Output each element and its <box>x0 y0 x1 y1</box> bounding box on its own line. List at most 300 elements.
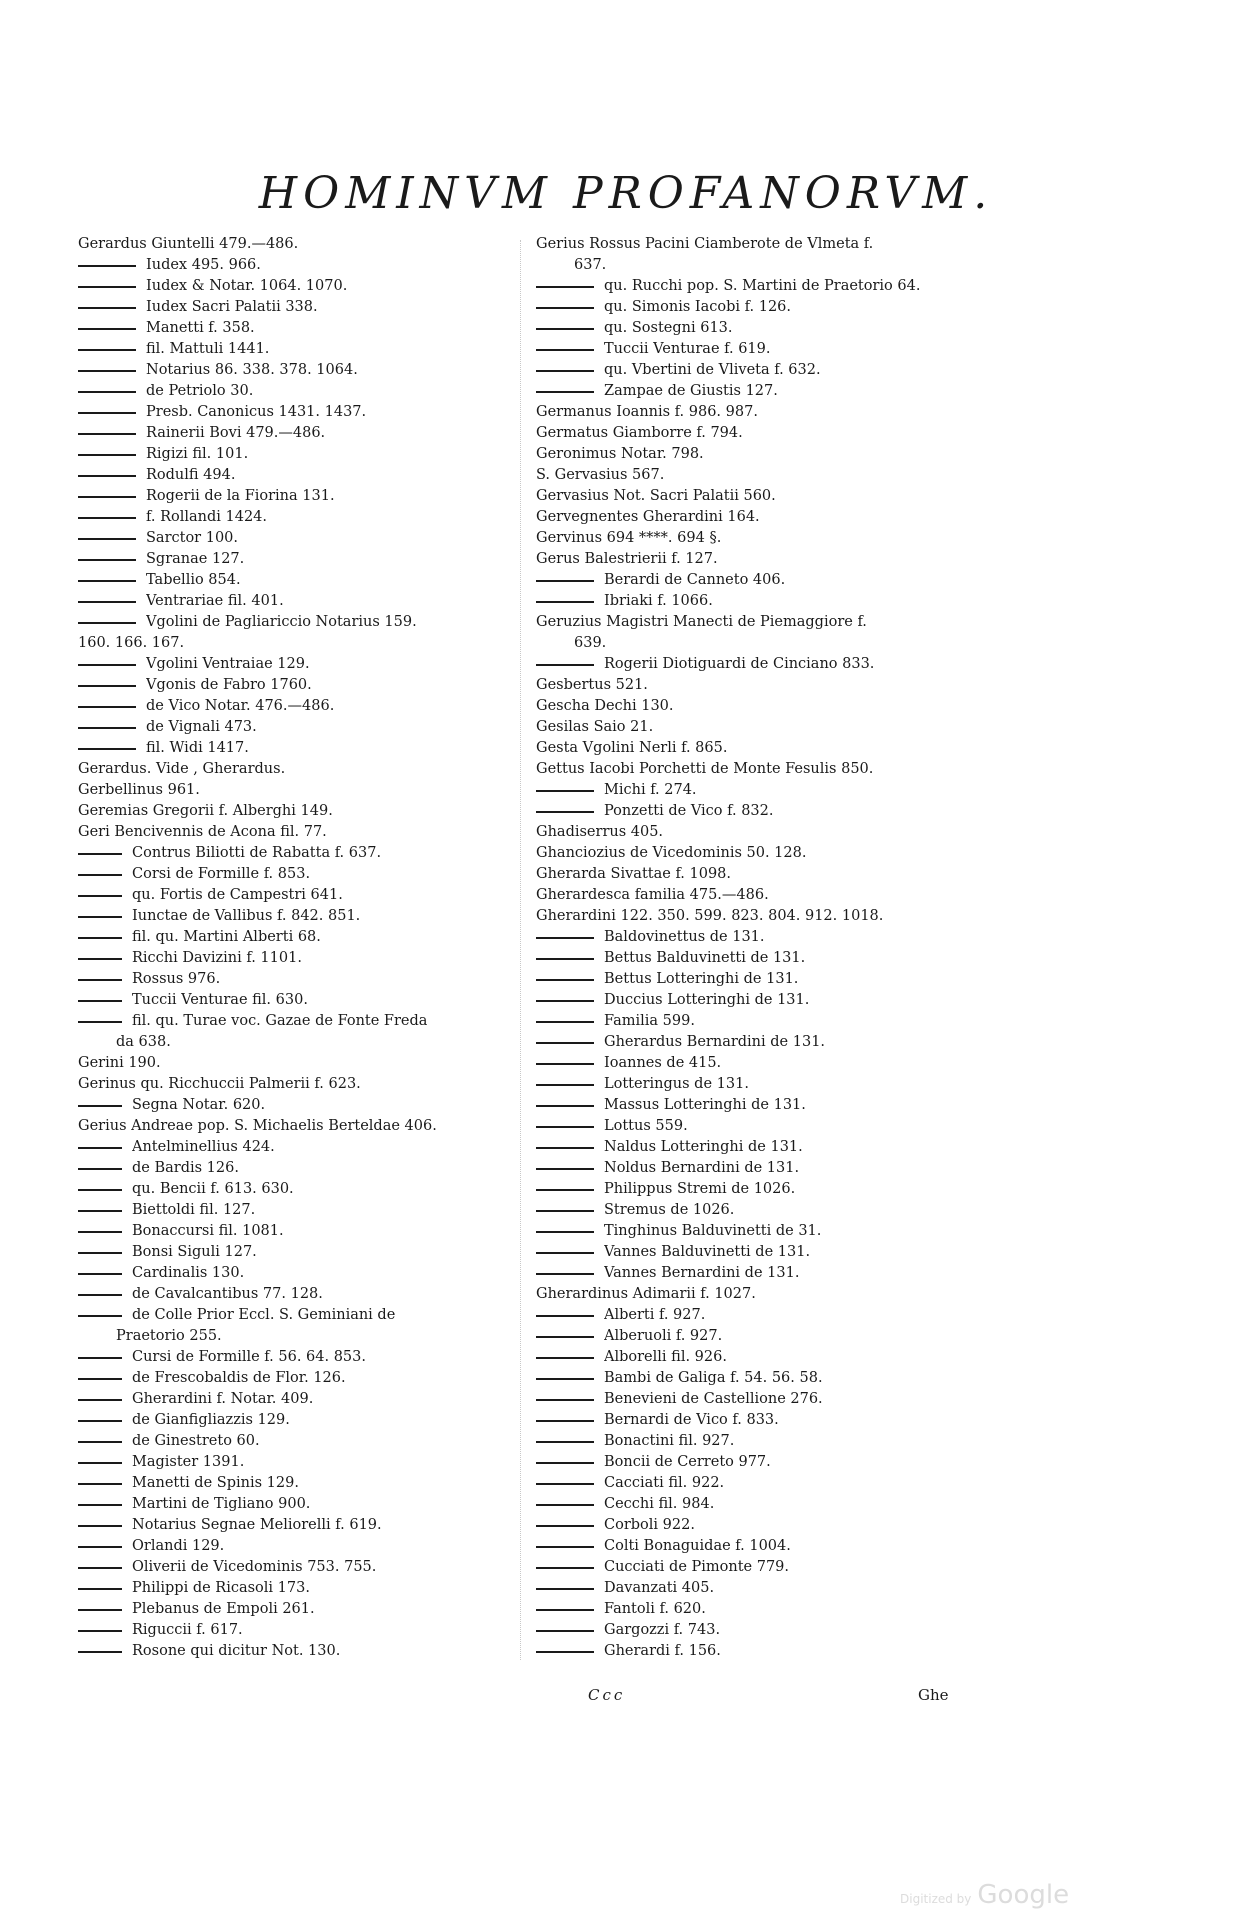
entry-text: Corsi de Formille f. 853. <box>132 866 311 882</box>
entry-text: Gerius Rossus Pacini Ciamberote de Vlmeta f. <box>536 236 874 252</box>
entry-text: Gherardus Bernardini de 131. <box>604 1034 826 1050</box>
ditto-dash <box>78 1609 122 1611</box>
entry-text: Gervinus 694 ****. 694 §. <box>536 530 722 546</box>
index-entry <box>536 675 972 696</box>
watermark-prefix: Digitized by <box>900 1892 972 1906</box>
index-entry <box>536 234 972 255</box>
index-entry <box>536 1452 972 1473</box>
index-entry <box>536 738 972 759</box>
index-entry <box>78 591 506 612</box>
ditto-dash <box>536 1378 594 1380</box>
ditto-dash <box>536 1105 594 1107</box>
entry-text: Rosone qui dicitur Not. 130. <box>132 1643 341 1659</box>
entry-text: Notarius Segnae Meliorelli f. 619. <box>132 1517 382 1533</box>
entry-text: S. Gervasius 567. <box>536 467 665 483</box>
ditto-dash <box>78 265 136 267</box>
entry-text: Vgolini de Pagliariccio Notarius 159. <box>146 614 417 630</box>
signature-mark: Ccc <box>588 1686 626 1704</box>
ditto-dash <box>78 1189 122 1191</box>
index-entry <box>536 612 972 633</box>
ditto-dash <box>78 1546 122 1548</box>
ditto-dash <box>536 1273 594 1275</box>
index-entry <box>536 864 972 885</box>
entry-text: qu. Vbertini de Vliveta f. 632. <box>604 362 821 378</box>
digitized-watermark <box>900 1880 1069 1910</box>
entry-text: Corboli 922. <box>604 1517 695 1533</box>
entry-text: Lotteringus de 131. <box>604 1076 749 1092</box>
index-entry <box>536 297 972 318</box>
index-entry <box>78 1536 506 1557</box>
index-entry <box>536 402 972 423</box>
ditto-dash <box>78 601 136 603</box>
ditto-dash <box>536 1231 594 1233</box>
index-entry <box>78 276 506 297</box>
entry-text: Bambi de Galiga f. 54. 56. 58. <box>604 1370 823 1386</box>
ditto-dash <box>78 937 122 939</box>
index-entry <box>78 444 506 465</box>
ditto-dash <box>78 1462 122 1464</box>
index-entry <box>536 654 972 675</box>
entry-text: de Bardis 126. <box>132 1160 239 1176</box>
ditto-dash <box>78 1504 122 1506</box>
ditto-dash <box>78 1420 122 1422</box>
ditto-dash <box>536 1441 594 1443</box>
page-title: HOMINVM PROFANORVM. <box>258 168 994 219</box>
entry-text: Rossus 976. <box>132 971 221 987</box>
ditto-dash <box>78 1210 122 1212</box>
ditto-dash <box>536 1084 594 1086</box>
ditto-dash <box>78 1168 122 1170</box>
index-entry <box>536 1494 972 1515</box>
entry-text: qu. Simonis Iacobi f. 126. <box>604 299 792 315</box>
index-entry <box>536 1116 972 1137</box>
index-entry <box>536 1326 972 1347</box>
entry-text: Geri Bencivennis de Acona fil. 77. <box>78 824 327 840</box>
index-entry <box>78 402 506 423</box>
entry-text: fil. qu. Turae voc. Gazae de Fonte Freda <box>132 1013 428 1029</box>
entry-text: Bernardi de Vico f. 833. <box>604 1412 779 1428</box>
ditto-dash <box>78 1525 122 1527</box>
index-entry <box>78 780 506 801</box>
index-entry <box>536 1095 972 1116</box>
index-entry <box>78 1221 506 1242</box>
index-entry <box>536 843 972 864</box>
entry-text: Michi f. 274. <box>604 782 697 798</box>
ditto-dash <box>536 1315 594 1317</box>
index-entry <box>78 1263 506 1284</box>
entry-text: de Petriolo 30. <box>146 383 254 399</box>
index-entry <box>78 843 506 864</box>
index-entry <box>536 1305 972 1326</box>
ditto-dash <box>78 1231 122 1233</box>
entry-text: Gherardesca familia 475.—486. <box>536 887 769 903</box>
entry-text: Segna Notar. 620. <box>132 1097 266 1113</box>
ditto-dash <box>78 1105 122 1107</box>
entry-text: Cardinalis 130. <box>132 1265 245 1281</box>
index-entry <box>536 1263 972 1284</box>
index-entry <box>78 1305 506 1326</box>
index-entry <box>78 675 506 696</box>
ditto-dash <box>78 1357 122 1359</box>
index-entry <box>536 1599 972 1620</box>
entry-text: Vgolini Ventraiae 129. <box>146 656 310 672</box>
ditto-dash <box>78 958 122 960</box>
index-entry <box>536 507 972 528</box>
entry-text: Alberti f. 927. <box>604 1307 706 1323</box>
entry-text: Plebanus de Empoli 261. <box>132 1601 315 1617</box>
ditto-dash <box>78 1567 122 1569</box>
entry-text: Tuccii Venturae fil. 630. <box>132 992 308 1008</box>
index-entry <box>78 1158 506 1179</box>
index-entry <box>536 696 972 717</box>
ditto-dash <box>536 1504 594 1506</box>
index-entry <box>536 1347 972 1368</box>
ditto-dash <box>78 1000 122 1002</box>
entry-text: Davanzati 405. <box>604 1580 715 1596</box>
index-entry <box>78 1515 506 1536</box>
index-entry <box>78 612 506 633</box>
ditto-dash <box>536 1567 594 1569</box>
entry-text: Cecchi fil. 984. <box>604 1496 715 1512</box>
ditto-dash <box>536 349 594 351</box>
index-entry <box>78 1557 506 1578</box>
ditto-dash <box>78 475 136 477</box>
index-entry <box>78 1284 506 1305</box>
index-entry <box>536 528 972 549</box>
left-index-column <box>78 234 506 1662</box>
index-entry <box>536 570 972 591</box>
entry-text: Gerinus qu. Ricchuccii Palmerii f. 623. <box>78 1076 361 1092</box>
entry-text: Rogerii Diotiguardi de Cinciano 833. <box>604 656 875 672</box>
index-entry <box>78 759 506 780</box>
index-entry <box>536 633 972 654</box>
entry-text: Zampae de Giustis 127. <box>604 383 778 399</box>
index-entry <box>78 297 506 318</box>
index-entry <box>536 1620 972 1641</box>
ditto-dash <box>536 370 594 372</box>
ditto-dash <box>78 853 122 855</box>
index-entry <box>536 591 972 612</box>
entry-text: Bonsi Siguli 127. <box>132 1244 257 1260</box>
index-entry <box>536 1158 972 1179</box>
entry-text: Gerardus. Vide , Gherardus. <box>78 761 286 777</box>
index-entry <box>536 948 972 969</box>
index-entry <box>78 1347 506 1368</box>
index-entry <box>536 717 972 738</box>
entry-text: Familia 599. <box>604 1013 695 1029</box>
entry-text: Alborelli fil. 926. <box>604 1349 727 1365</box>
column-divider <box>520 240 522 1660</box>
ditto-dash <box>536 307 594 309</box>
entry-text: Gerini 190. <box>78 1055 161 1071</box>
entry-text: Ricchi Davizini f. 1101. <box>132 950 302 966</box>
ditto-dash <box>78 328 136 330</box>
ditto-dash <box>78 538 136 540</box>
index-entry <box>78 927 506 948</box>
ditto-dash <box>536 1147 594 1149</box>
ditto-dash <box>78 916 122 918</box>
ditto-dash <box>78 580 136 582</box>
ditto-dash <box>78 1630 122 1632</box>
index-entry <box>536 1011 972 1032</box>
entry-text: Gervegnentes Gherardini 164. <box>536 509 760 525</box>
entry-text: de Frescobaldis de Flor. 126. <box>132 1370 346 1386</box>
entry-text: Ioannes de 415. <box>604 1055 722 1071</box>
ditto-dash <box>78 685 136 687</box>
ditto-dash <box>78 1483 122 1485</box>
ditto-dash <box>78 1378 122 1380</box>
entry-text: Ventrariae fil. 401. <box>146 593 284 609</box>
index-entry <box>536 444 972 465</box>
entry-text: Fantoli f. 620. <box>604 1601 706 1617</box>
ditto-dash <box>78 454 136 456</box>
entry-text: 639. <box>574 635 607 651</box>
index-entry <box>78 696 506 717</box>
index-entry <box>78 969 506 990</box>
entry-text: Iudex 495. 966. <box>146 257 261 273</box>
index-entry <box>78 990 506 1011</box>
entry-text: Gerardus Giuntelli 479.—486. <box>78 236 299 252</box>
entry-text: Rainerii Bovi 479.—486. <box>146 425 326 441</box>
ditto-dash <box>78 1441 122 1443</box>
index-entry <box>536 1368 972 1389</box>
index-entry <box>536 1410 972 1431</box>
index-entry <box>536 255 972 276</box>
index-entry <box>78 1410 506 1431</box>
index-entry <box>536 1641 972 1662</box>
ditto-dash <box>536 1336 594 1338</box>
entry-text: Noldus Bernardini de 131. <box>604 1160 800 1176</box>
entry-text: Gherarda Sivattae f. 1098. <box>536 866 732 882</box>
entry-text: Rigizi fil. 101. <box>146 446 249 462</box>
ditto-dash <box>78 433 136 435</box>
index-entry <box>78 1578 506 1599</box>
entry-text: Lottus 559. <box>604 1118 688 1134</box>
index-entry <box>78 423 506 444</box>
index-entry <box>536 822 972 843</box>
ditto-dash <box>78 559 136 561</box>
ditto-dash <box>536 1651 594 1653</box>
ditto-dash <box>536 1357 594 1359</box>
index-entry <box>536 1179 972 1200</box>
index-entry <box>536 990 972 1011</box>
index-entry <box>78 1095 506 1116</box>
ditto-dash <box>536 286 594 288</box>
ditto-dash <box>78 748 136 750</box>
entry-text: Gerbellinus 961. <box>78 782 200 798</box>
ditto-dash <box>78 1651 122 1653</box>
index-entry <box>78 885 506 906</box>
index-entry <box>536 801 972 822</box>
catchword: Ghe <box>918 1686 949 1704</box>
index-entry <box>78 528 506 549</box>
entry-text: Gherardi f. 156. <box>604 1643 721 1659</box>
entry-text: Notarius 86. 338. 378. 1064. <box>146 362 358 378</box>
index-entry <box>78 339 506 360</box>
entry-text: Oliverii de Vicedominis 753. 755. <box>132 1559 377 1575</box>
ditto-dash <box>78 1294 122 1296</box>
entry-text: qu. Rucchi pop. S. Martini de Praetorio 64. <box>604 278 921 294</box>
index-entry <box>78 1200 506 1221</box>
index-entry <box>536 339 972 360</box>
ditto-dash <box>536 958 594 960</box>
index-entry <box>536 486 972 507</box>
entry-text: Alberuoli f. 927. <box>604 1328 723 1344</box>
entry-text: Sarctor 100. <box>146 530 239 546</box>
index-entry <box>78 633 506 654</box>
ditto-dash <box>536 1168 594 1170</box>
entry-text: Boncii de Cerreto 977. <box>604 1454 771 1470</box>
index-entry <box>536 465 972 486</box>
ditto-dash <box>78 664 136 666</box>
entry-text: Germatus Giamborre f. 794. <box>536 425 743 441</box>
ditto-dash <box>78 706 136 708</box>
ditto-dash <box>78 874 122 876</box>
index-entry <box>536 1074 972 1095</box>
index-entry <box>536 1578 972 1599</box>
entry-text: de Vico Notar. 476.—486. <box>146 698 335 714</box>
index-entry <box>78 255 506 276</box>
index-entry <box>78 486 506 507</box>
ditto-dash <box>78 979 122 981</box>
index-entry <box>536 885 972 906</box>
entry-text: Tinghinus Balduvinetti de 31. <box>604 1223 822 1239</box>
index-entry <box>78 360 506 381</box>
index-entry <box>536 1284 972 1305</box>
ditto-dash <box>78 307 136 309</box>
index-entry <box>536 969 972 990</box>
entry-text: Iudex Sacri Palatii 338. <box>146 299 318 315</box>
entry-text: Gescha Dechi 130. <box>536 698 674 714</box>
entry-text: Contrus Biliotti de Rabatta f. 637. <box>132 845 382 861</box>
index-entry <box>78 906 506 927</box>
index-entry <box>78 549 506 570</box>
entry-text: Naldus Lotteringhi de 131. <box>604 1139 803 1155</box>
entry-text: Orlandi 129. <box>132 1538 225 1554</box>
index-entry <box>536 549 972 570</box>
ditto-dash <box>536 1630 594 1632</box>
index-entry <box>536 1431 972 1452</box>
index-entry <box>78 822 506 843</box>
entry-text: de Gianfigliazzis 129. <box>132 1412 290 1428</box>
ditto-dash <box>536 1462 594 1464</box>
index-entry <box>536 1053 972 1074</box>
index-entry <box>78 1389 506 1410</box>
index-entry <box>78 738 506 759</box>
entry-text: Philippi de Ricasoli 173. <box>132 1580 310 1596</box>
ditto-dash <box>78 895 122 897</box>
entry-text: Sgranae 127. <box>146 551 245 567</box>
index-entry <box>78 507 506 528</box>
entry-text: Biettoldi fil. 127. <box>132 1202 256 1218</box>
index-entry <box>78 1032 506 1053</box>
index-entry <box>78 1473 506 1494</box>
entry-text: Cucciati de Pimonte 779. <box>604 1559 790 1575</box>
entry-text: Baldovinettus de 131. <box>604 929 765 945</box>
ditto-dash <box>536 1042 594 1044</box>
ditto-dash <box>78 286 136 288</box>
ditto-dash <box>78 622 136 624</box>
entry-text: Bonactini fil. 927. <box>604 1433 735 1449</box>
entry-text: Tuccii Venturae f. 619. <box>604 341 771 357</box>
entry-text: fil. qu. Martini Alberti 68. <box>132 929 321 945</box>
index-entry <box>78 1368 506 1389</box>
ditto-dash <box>536 1588 594 1590</box>
index-entry <box>78 801 506 822</box>
entry-text: Germanus Ioannis f. 986. 987. <box>536 404 758 420</box>
entry-text: de Vignali 473. <box>146 719 257 735</box>
ditto-dash <box>536 1609 594 1611</box>
entry-text: Stremus de 1026. <box>604 1202 735 1218</box>
ditto-dash <box>78 1147 122 1149</box>
ditto-dash <box>78 1315 122 1317</box>
index-entry <box>78 1620 506 1641</box>
index-entry <box>536 276 972 297</box>
entry-text: Presb. Canonicus 1431. 1437. <box>146 404 367 420</box>
entry-text: Cacciati fil. 922. <box>604 1475 725 1491</box>
ditto-dash <box>78 1273 122 1275</box>
entry-text: qu. Fortis de Campestri 641. <box>132 887 343 903</box>
entry-text: Geremias Gregorii f. Alberghi 149. <box>78 803 333 819</box>
index-entry <box>536 1221 972 1242</box>
index-entry <box>78 1011 506 1032</box>
entry-text: Ghadiserrus 405. <box>536 824 664 840</box>
index-entry <box>78 1053 506 1074</box>
index-entry <box>78 1452 506 1473</box>
ditto-dash <box>78 517 136 519</box>
ditto-dash <box>78 370 136 372</box>
entry-text: Tabellio 854. <box>146 572 241 588</box>
index-entry <box>536 1536 972 1557</box>
entry-text: Rogerii de la Fiorina 131. <box>146 488 335 504</box>
entry-text: 160. 166. 167. <box>78 635 185 651</box>
index-entry <box>536 1200 972 1221</box>
ditto-dash <box>78 349 136 351</box>
index-entry <box>78 1431 506 1452</box>
entry-text: Vgonis de Fabro 1760. <box>146 677 312 693</box>
entry-text: fil. Widi 1417. <box>146 740 249 756</box>
ditto-dash <box>536 937 594 939</box>
ditto-dash <box>536 1546 594 1548</box>
index-entry <box>78 948 506 969</box>
entry-text: Benevieni de Castellione 276. <box>604 1391 823 1407</box>
entry-text: fil. Mattuli 1441. <box>146 341 270 357</box>
ditto-dash <box>536 328 594 330</box>
entry-text: Gerius Andreae pop. S. Michaelis Berteldae 406. <box>78 1118 437 1134</box>
entry-text: Berardi de Canneto 406. <box>604 572 786 588</box>
index-entry <box>536 759 972 780</box>
entry-text: f. Rollandi 1424. <box>146 509 268 525</box>
entry-text: 637. <box>574 257 607 273</box>
entry-text: Martini de Tigliano 900. <box>132 1496 311 1512</box>
ditto-dash <box>78 391 136 393</box>
entry-text: de Colle Prior Eccl. S. Geminiani de <box>132 1307 396 1323</box>
ditto-dash <box>78 1021 122 1023</box>
index-entry <box>78 381 506 402</box>
entry-text: de Ginestreto 60. <box>132 1433 260 1449</box>
index-entry <box>78 570 506 591</box>
ditto-dash <box>536 1063 594 1065</box>
index-entry <box>78 1116 506 1137</box>
index-entry <box>78 1326 506 1347</box>
entry-text: Gherardinus Adimarii f. 1027. <box>536 1286 756 1302</box>
entry-text: Antelminellius 424. <box>132 1139 275 1155</box>
index-entry <box>78 717 506 738</box>
index-entry <box>536 1389 972 1410</box>
entry-text: Ghanciozius de Vicedominis 50. 128. <box>536 845 807 861</box>
index-entry <box>536 1473 972 1494</box>
ditto-dash <box>536 1210 594 1212</box>
